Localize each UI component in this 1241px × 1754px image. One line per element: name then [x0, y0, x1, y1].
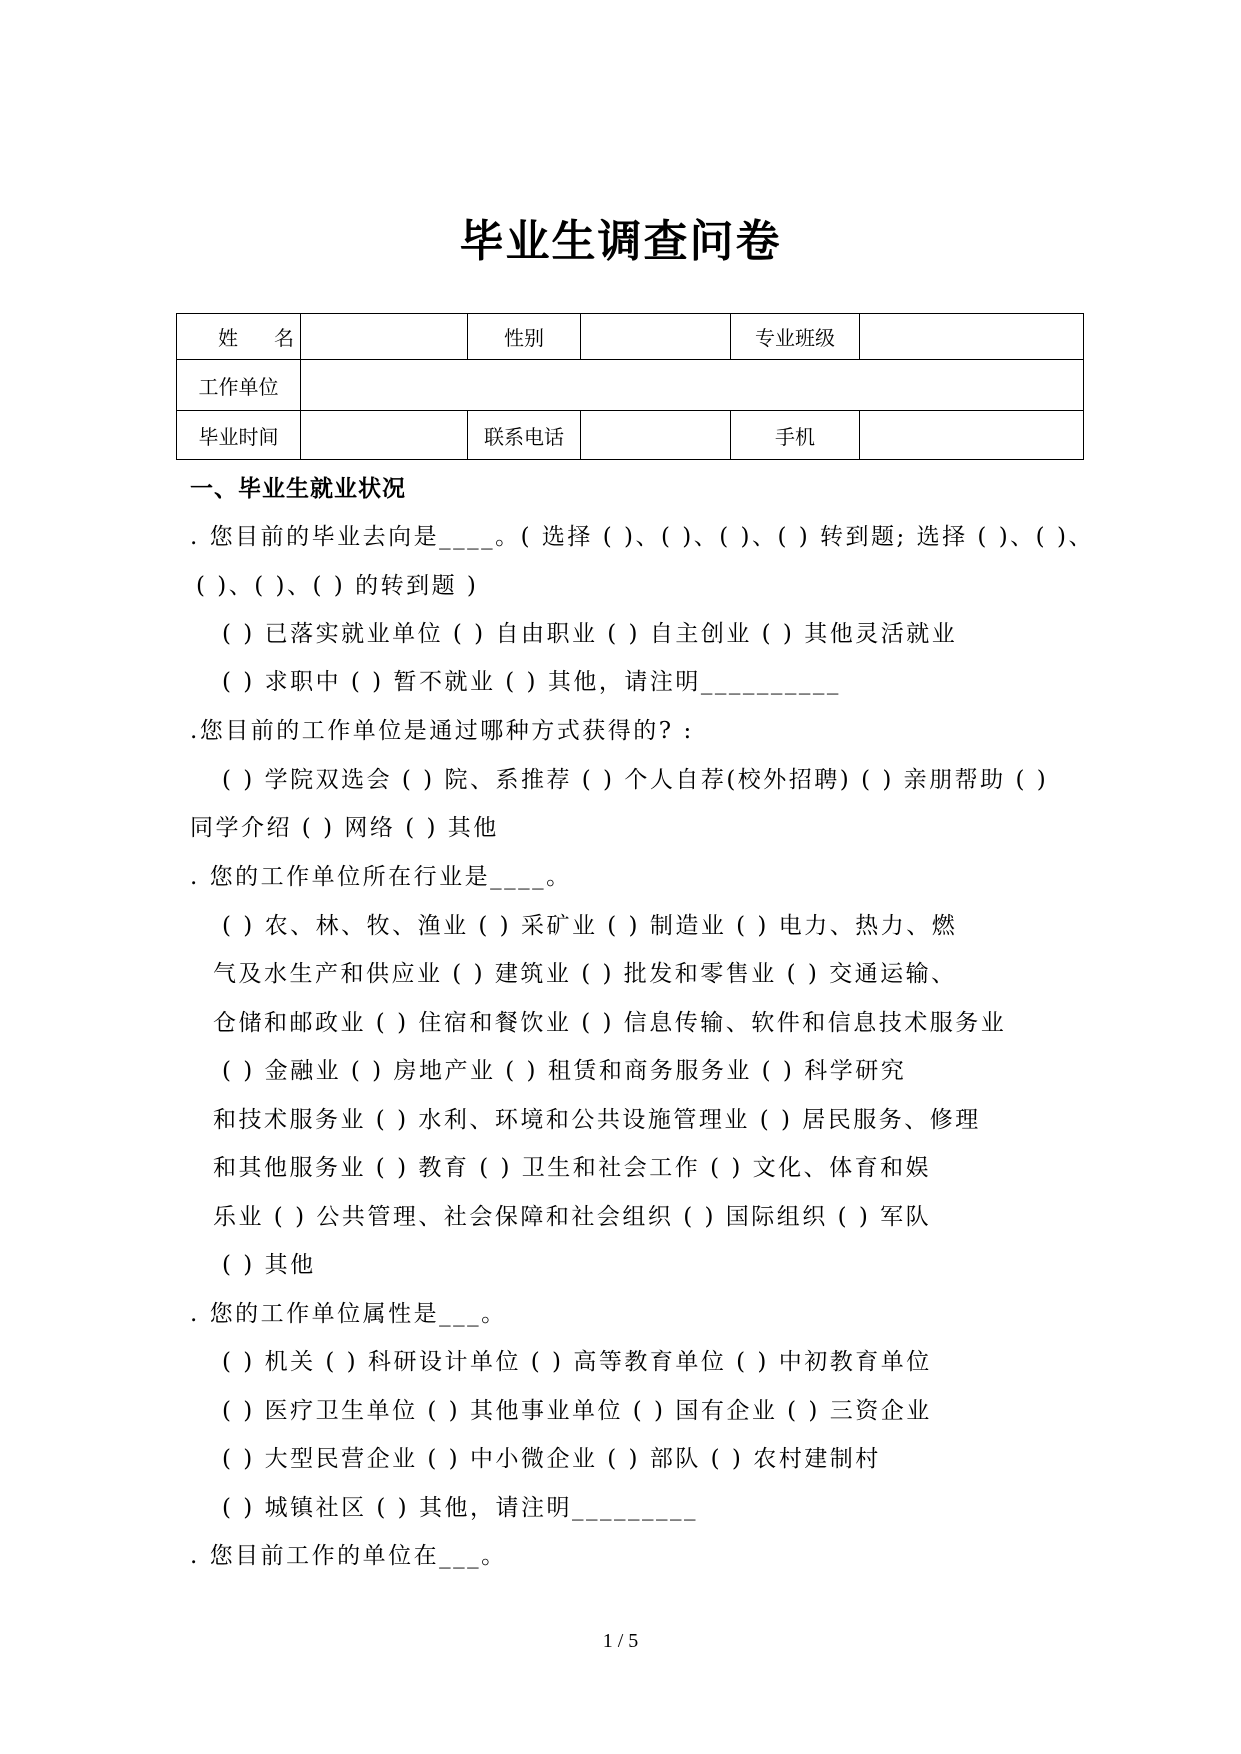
question-line: . 您的工作单位属性是___。 [190, 1301, 507, 1327]
personal-info-table [176, 313, 1084, 460]
major-class-field[interactable] [860, 314, 1084, 360]
option-line: ( ) 学院双选会 ( ) 院、系推荐 ( ) 个人自荐(校外招聘) ( ) 亲朋帮助 ( ) [222, 767, 1049, 793]
grad-time-field[interactable] [301, 411, 468, 460]
option-line: ( ) 机关 ( ) 科研设计单位 ( ) 高等教育单位 ( ) 中初教育单位 [222, 1349, 932, 1375]
name-label-b: 名 [274, 326, 294, 350]
option-line: 气及水生产和供应业 ( ) 建筑业 ( ) 批发和零售业 ( ) 交通运输、 [213, 961, 957, 987]
option-line: 和技术服务业 ( ) 水利、环境和公共设施管理业 ( ) 居民服务、修理 [213, 1107, 981, 1133]
contact-phone-field[interactable] [581, 411, 731, 460]
option-line: ( ) 农、林、牧、渔业 ( ) 采矿业 ( ) 制造业 ( ) 电力、热力、燃 [222, 913, 958, 939]
option-line: 乐业 ( ) 公共管理、社会保障和社会组织 ( ) 国际组织 ( ) 军队 [213, 1204, 932, 1230]
contact-phone-label: 联系电话 [468, 411, 581, 460]
mobile-label: 手机 [731, 411, 860, 460]
page-title: 毕业生调查问卷 [459, 216, 782, 267]
option-line: ( ) 医疗卫生单位 ( ) 其他事业单位 ( ) 国有企业 ( ) 三资企业 [222, 1398, 932, 1424]
question-line: ( )、( )、( ) 的转到题 ) [196, 573, 479, 599]
option-line: ( ) 大型民营企业 ( ) 中小微企业 ( ) 部队 ( ) 农村建制村 [222, 1446, 881, 1472]
gender-label: 性别 [468, 314, 581, 360]
name-field[interactable] [301, 314, 468, 360]
option-line: 和其他服务业 ( ) 教育 ( ) 卫生和社会工作 ( ) 文化、体育和娱 [213, 1155, 932, 1181]
question-line: . 您的工作单位所在行业是____。 [190, 864, 572, 890]
option-line: ( ) 其他 [222, 1252, 316, 1278]
option-line: ( ) 已落实就业单位 ( ) 自由职业 ( ) 自主创业 ( ) 其他灵活就业 [222, 621, 958, 647]
option-line: ( ) 城镇社区 ( ) 其他，请注明_________ [222, 1495, 698, 1521]
option-line: ( ) 金融业 ( ) 房地产业 ( ) 租赁和商务服务业 ( ) 科学研究 [222, 1058, 907, 1084]
page-number: 1 / 5 [602, 1630, 639, 1652]
question-line: .您目前的工作单位是通过哪种方式获得的? : [190, 718, 694, 744]
question-line: . 您目前的毕业去向是____。( 选择 ( )、( )、( )、( ) 转到题; 选择 ( )、( )、 [190, 524, 1094, 550]
work-unit-field[interactable] [301, 360, 1084, 411]
option-line: 仓储和邮政业 ( ) 住宿和餐饮业 ( ) 信息传输、软件和信息技术服务业 [213, 1010, 1007, 1036]
option-line: ( ) 求职中 ( ) 暂不就业 ( ) 其他，请注明__________ [222, 669, 841, 695]
name-label-a: 姓 [218, 326, 238, 350]
name-label [177, 314, 301, 360]
mobile-field[interactable] [860, 411, 1084, 460]
question-line: . 您目前工作的单位在___。 [190, 1543, 507, 1569]
section-title-employment: 一、毕业生就业状况 [190, 476, 406, 502]
major-class-label: 专业班级 [731, 314, 860, 360]
work-unit-label: 工作单位 [177, 360, 301, 411]
gender-field[interactable] [581, 314, 731, 360]
option-line: 同学介绍 ( ) 网络 ( ) 其他 [190, 815, 499, 841]
grad-time-label: 毕业时间 [177, 411, 301, 460]
